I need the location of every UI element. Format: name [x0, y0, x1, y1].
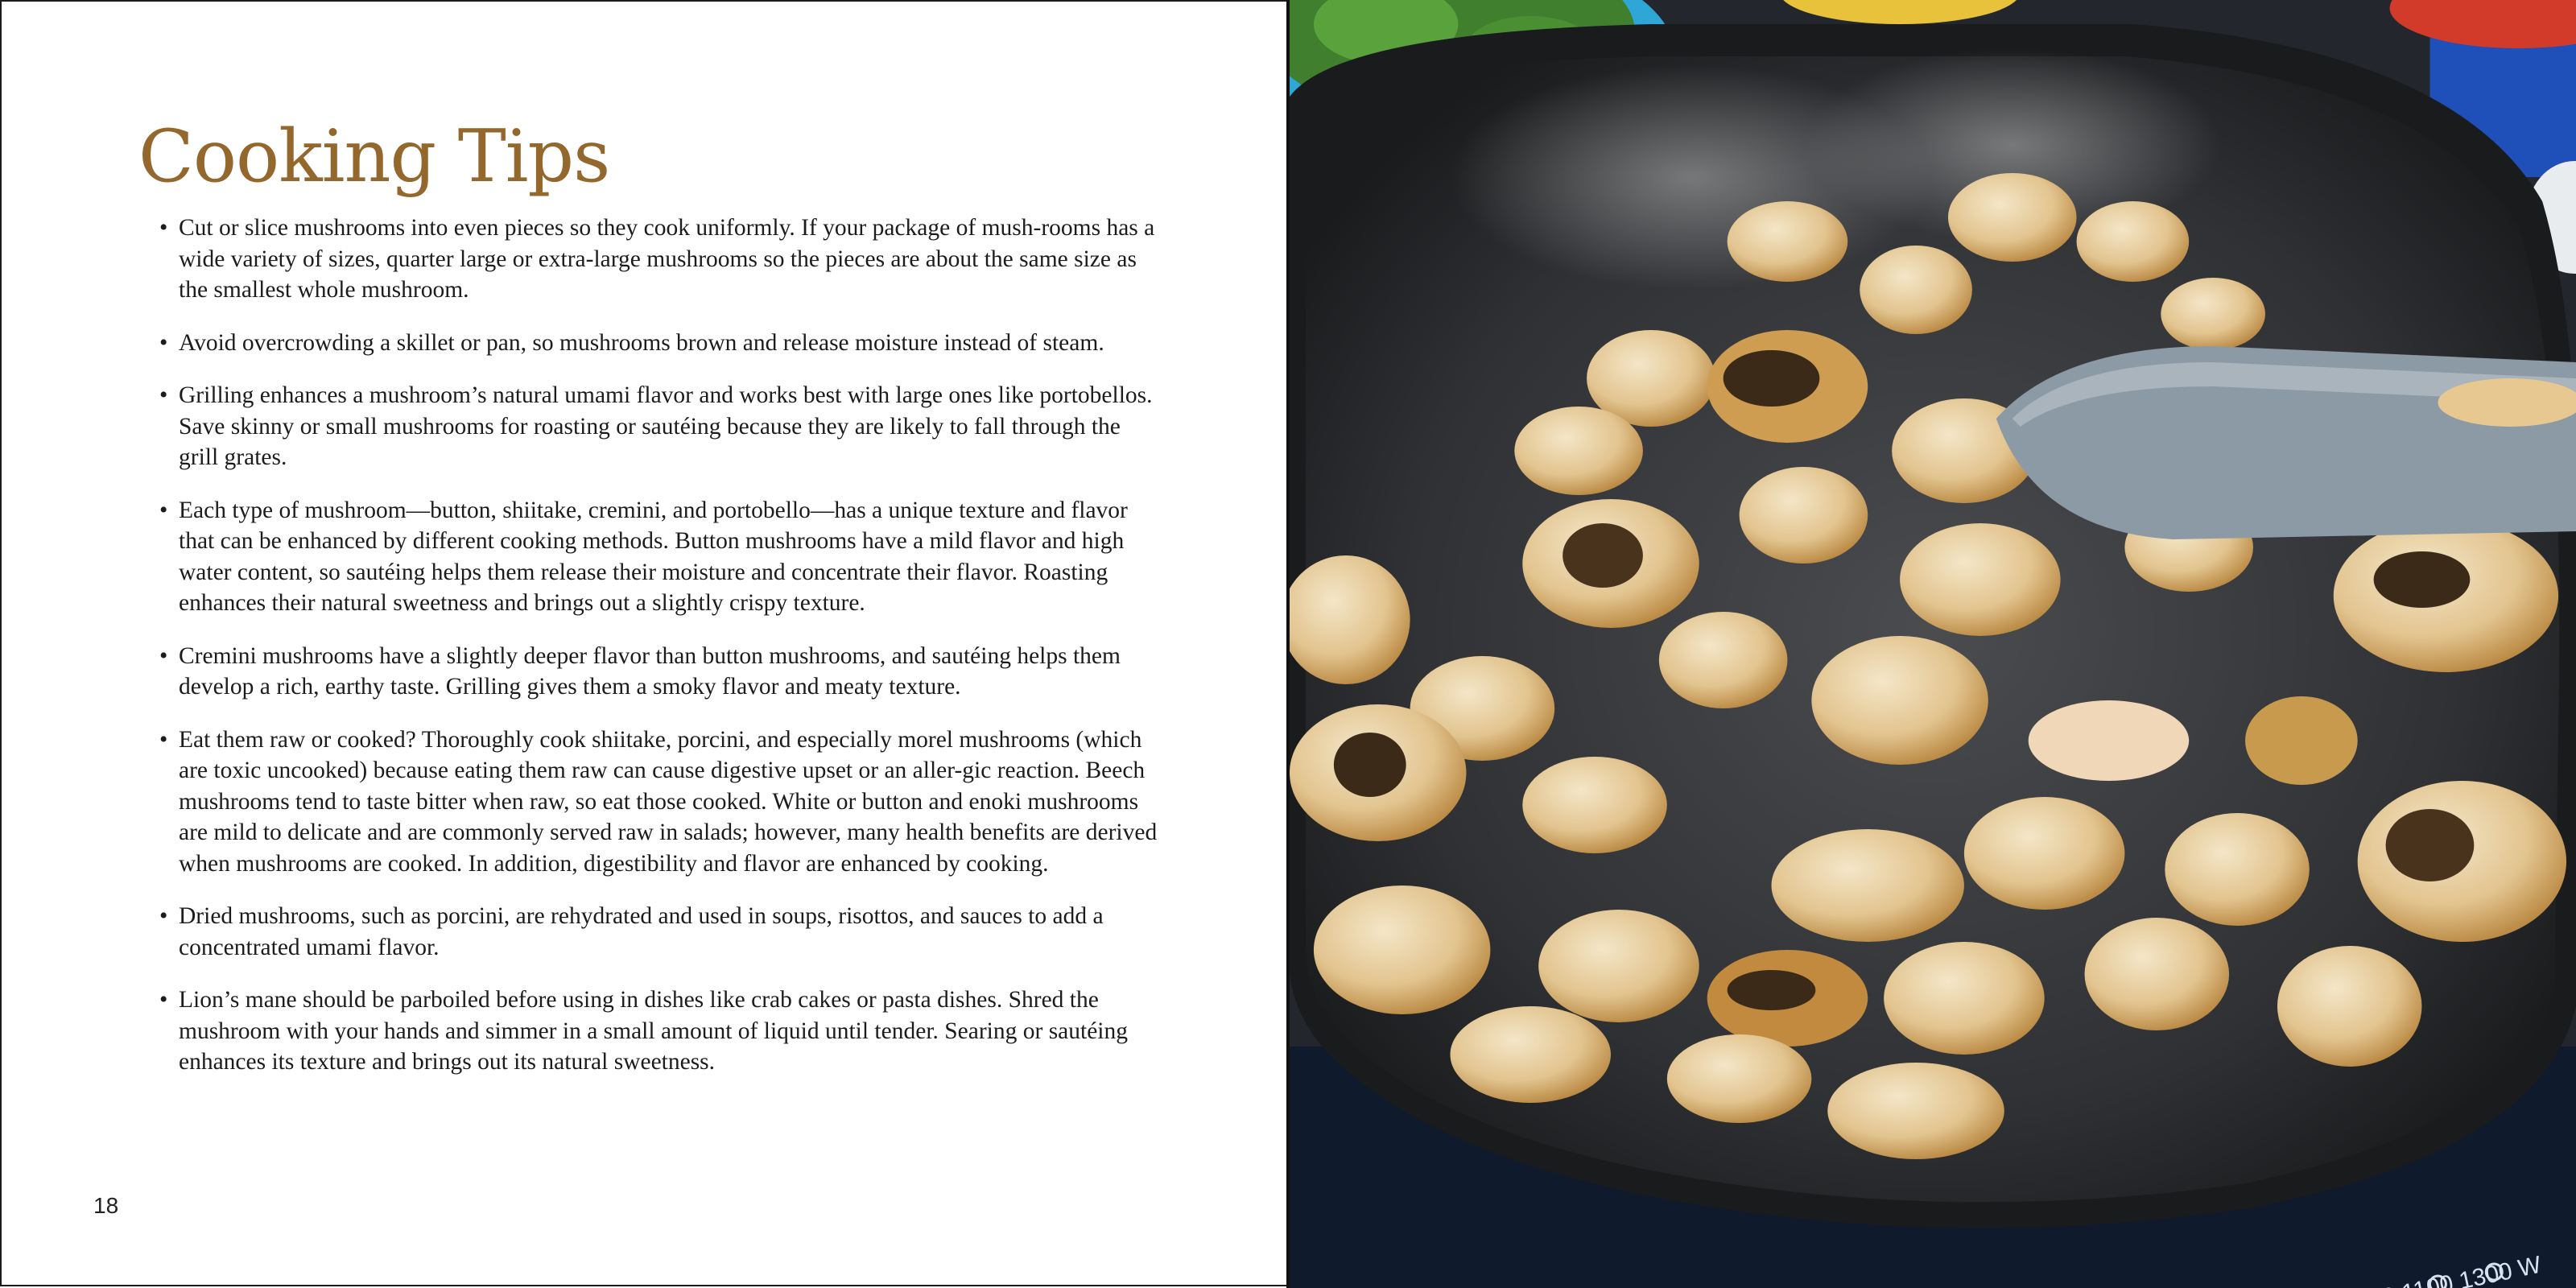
page-number: 18 — [93, 1193, 119, 1218]
bullet: • — [159, 987, 168, 1013]
bullet: • — [159, 642, 168, 669]
bullet: • — [159, 726, 168, 753]
tip-text: Eat them raw or cooked? Thoroughly cook shiitake, porcini, and especially morel mushrooms (which are toxic uncooked) because eating them raw can cause digestive upset or an aller-gic reaction. Beech mushrooms tend to taste bitter when raw, so eat those cooked. White or button and enoki mushrooms are mild to delicate and are commonly served raw in salads; however, many health benefits are derived when mushrooms are cooked. In addition, digestibility and flavor are enhanced by cooking. — [179, 726, 1158, 877]
tip-text: Avoid overcrowding a skillet or pan, so mushrooms brown and release moisture instead of steam. — [179, 329, 1104, 356]
tip-item — [159, 380, 1158, 473]
bullet: • — [159, 497, 168, 523]
tip-item — [159, 901, 1158, 963]
bullet: • — [159, 903, 168, 929]
tip-item — [159, 641, 1158, 703]
mushroom-skillet-photo — [1286, 0, 2576, 1288]
tip-text: Grilling enhances a mushroom’s natural umami flavor and works best with large ones like portobellos. Save skinny or small mushrooms for roasting or sautéing because they are likely to fall through the grill grates. — [179, 382, 1153, 470]
tip-text: Dried mushrooms, such as porcini, are rehydrated and used in soups, risottos, and sauces to add a concentrated umami flavor. — [179, 903, 1104, 960]
tip-item — [159, 985, 1158, 1078]
tip-text: Lion’s mane should be parboiled before using in dishes like crab cakes or pasta dishes. Shred the mushroom with your hands and simmer in a small amount of liquid until tender. Searing or sautéing enhances its texture and brings out its natural sweetness. — [179, 987, 1129, 1075]
tip-text: Cut or slice mushrooms into even pieces so they cook uniformly. If your package of mush-rooms has a wide variety of sizes, quarter large or extra-large mushrooms so the pieces are about the same size as the smallest whole mushroom. — [179, 215, 1155, 303]
page-title: Cooking Tips — [138, 114, 610, 199]
bullet: • — [159, 329, 168, 356]
tip-text: Cremini mushrooms have a slightly deeper flavor than button mushrooms, and sautéing helps them develop a rich, earthy taste. Grilling gives them a smoky flavor and meaty texture. — [179, 642, 1121, 700]
bullet: • — [159, 215, 168, 241]
tip-text: Each type of mushroom—button, shiitake, cremini, and portobello—has a unique texture and flavor that can be enhanced by different cooking methods. Button mushrooms have a mild flavor and high water content, so sautéing helps them release their moisture and concentrate their flavor. Roasting enhances their natural sweetness and brings out a slightly crispy texture. — [179, 497, 1128, 616]
tip-item — [159, 213, 1158, 306]
tips-list — [159, 213, 1158, 1100]
text-page — [0, 0, 1286, 1286]
tip-item — [159, 328, 1158, 359]
spatula — [1996, 346, 2576, 539]
bullet: • — [159, 382, 168, 408]
tip-item — [159, 724, 1158, 880]
tip-item — [159, 495, 1158, 619]
